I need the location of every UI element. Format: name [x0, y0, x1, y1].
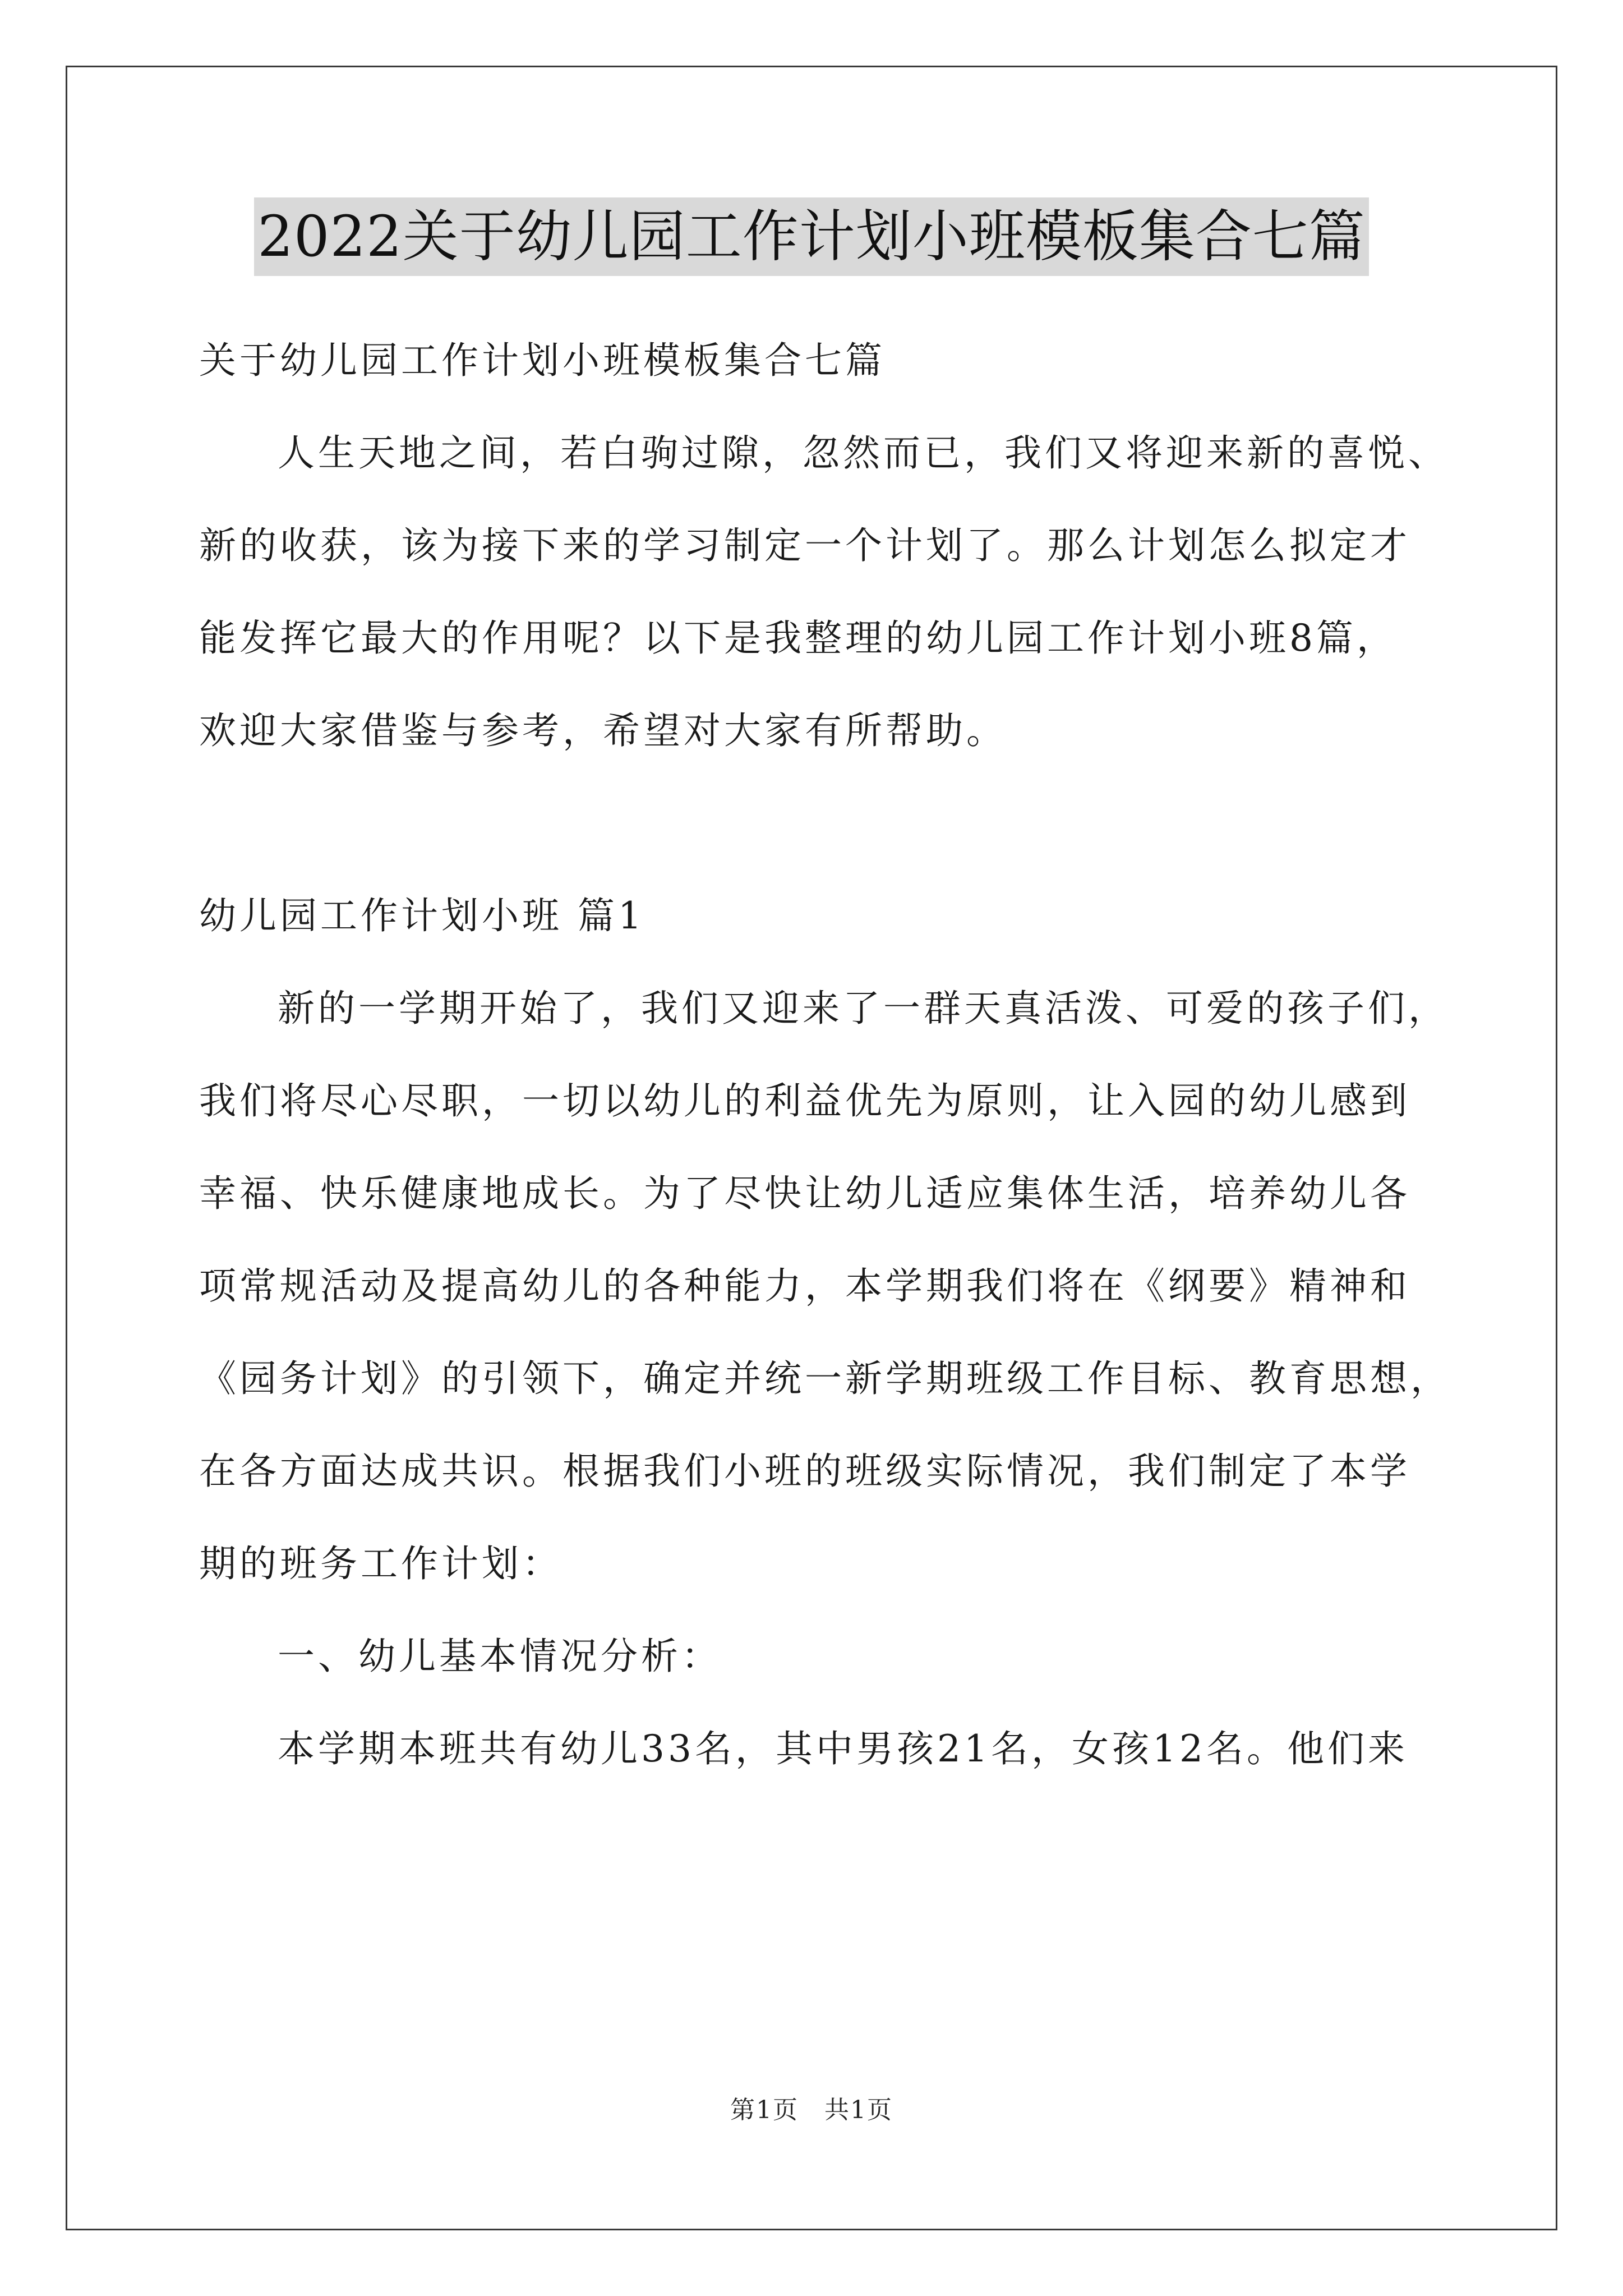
document-body — [199, 314, 1451, 1795]
blank-line — [199, 777, 1433, 869]
document-title: 2022关于幼儿园工作计划小班模板集合七篇 — [254, 197, 1369, 276]
page-footer: 第1页 共1页 — [730, 2096, 893, 2124]
text-line: 幸福、快乐健康地成长。为了尽快让幼儿适应集体生活，培养幼儿各 — [199, 1172, 1410, 1215]
text-line: 欢迎大家借鉴与参考，希望对大家有所帮助。 — [199, 709, 1007, 752]
title-container — [0, 197, 1623, 276]
text-line: 在各方面达成共识。根据我们小班的班级实际情况，我们制定了本学 — [199, 1450, 1410, 1493]
text-line: 新的一学期开始了，我们又迎来了一群天真活泼、可爱的孩子们， — [278, 987, 1449, 1030]
text-line: 《园务计划》的引领下，确定并统一新学期班级工作目标、教育思想， — [199, 1357, 1451, 1400]
text-line: 项常规活动及提高幼儿的各种能力，本学期我们将在《纲要》精神和 — [199, 1264, 1410, 1308]
text-line: 人生天地之间，若白驹过隙，忽然而已，我们又将迎来新的喜悦、 — [278, 431, 1449, 475]
text-line: 关于幼儿园工作计划小班模板集合七篇 — [199, 339, 886, 382]
text-line: 期的班务工作计划： — [199, 1542, 562, 1585]
text-line: 本学期本班共有幼儿33名，其中男孩21名，女孩12名。他们来 — [278, 1727, 1408, 1770]
text-line: 能发挥它最大的作用呢？以下是我整理的幼儿园工作计划小班8篇， — [199, 616, 1397, 660]
text-line: 一、幼儿基本情况分析： — [278, 1635, 722, 1678]
text-line: 新的收获，该为接下来的学习制定一个计划了。那么计划怎么拟定才 — [199, 524, 1410, 567]
text-line: 我们将尽心尽职，一切以幼儿的利益优先为原则，让入园的幼儿感到 — [199, 1079, 1410, 1122]
text-line: 幼儿园工作计划小班 篇1 — [199, 894, 645, 937]
